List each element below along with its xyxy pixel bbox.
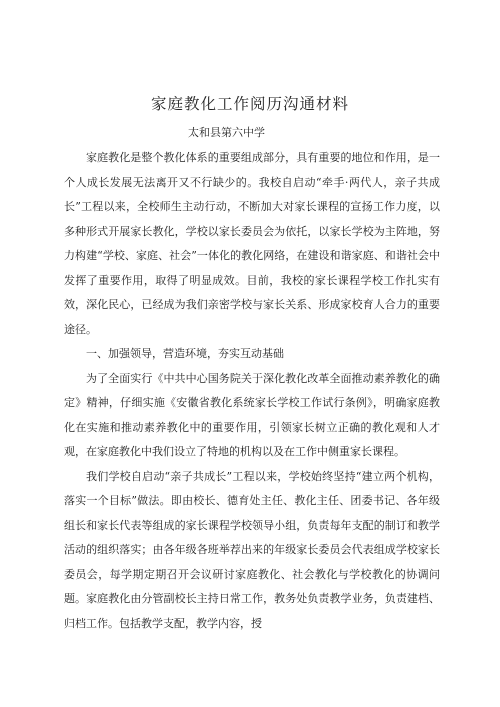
document-title: 家庭教化工作阅历沟通材料	[150, 95, 349, 113]
section-heading: 一、加强领导，营造环境，夯实互动基础	[86, 347, 284, 360]
document-author: 太和县第六中学	[188, 126, 265, 139]
paragraph-intro: 家庭教化是整个教化体系的重要组成部分，具有重要的地位和作用，是一个人成长发展无法离开又不行缺少的。我校自启动“牵手·两代人，亲子共成长”工程以来，全校师生主动行动，不断加大对家长课程的宣扬工作力度，以多种形式开展家长教化，学校以家长委员会为依托，以家长学校为主阵地，努力构建“学校、家庭、社会”一体化的教化网络，在建设和谐家庭、和谐社会中发挥了重要作用，取得了明显成效。目前，我校的家长课程学校工作扎实有效，深化民心，已经成为我们亲密学校与家长关系、形成家校育人合力的重要途径。	[64, 151, 440, 336]
paragraph-section-2: 我们学校自启动“亲子共成长”工程以来，学校始终坚持“建立两个机构，落实一个目标”做法。即由校长、德育处主任、教化主任、团委书记、各年级组长和家长代表等组成的家长课程学校领导小组，负责每年支配的制订和教学活动的组织落实；由各年级各班举荐出来的年级家长委员会代表组成学校家长委员会，每学期定期召开会议研讨家庭教化、社会教化与学校教化的协调问题。家庭教化由分管副校长主持日常工作，教务处负责教学业务，负责建档、归档工作。包括教学支配，教学内容，授	[64, 469, 440, 630]
paragraph-section-1: 为了全面实行《中共中心国务院关于深化教化改革全面推动素养教化的确定》精神，仔细实施《安徽省教化系统家长学校工作试行条例》，明确家庭教化在实施和推动素养教化中的重要作用，引领家长树立正确的教化观和人才观，在家庭教化中我们设立了特地的机构以及在工作中侧重家长课程。	[64, 371, 440, 458]
document-body	[64, 146, 440, 636]
